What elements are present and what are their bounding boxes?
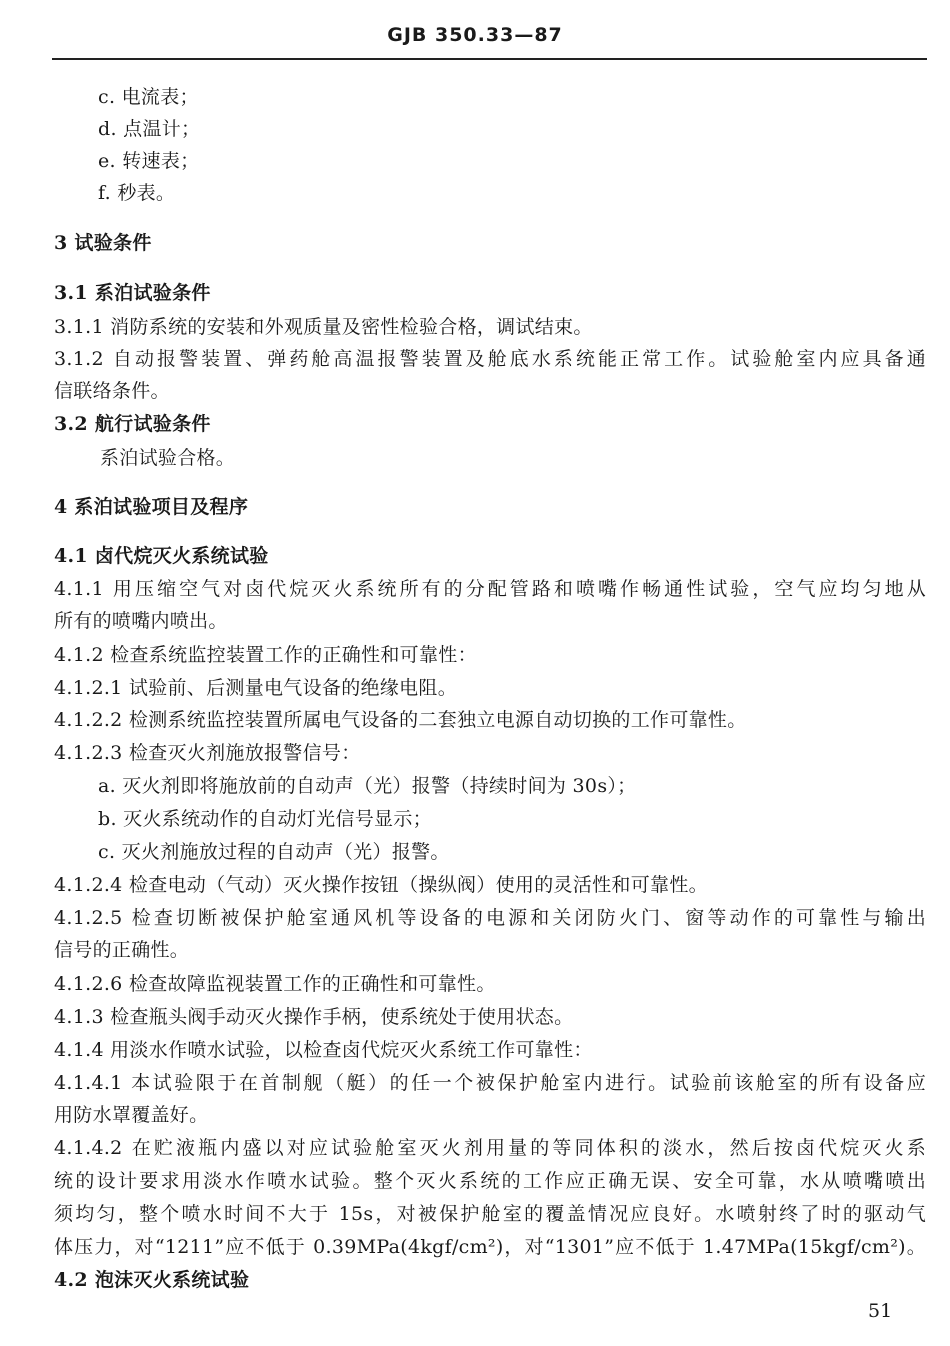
clause-4-1-4-2-cont-2: 须均匀，整个喷水时间不大于 15s，对被保护舱室的覆盖情况应良好。水喷射终了时的驱动气 [54,1203,926,1225]
section-heading-4-2: 4.2 泡沫灭火系统试验 [54,1269,250,1291]
clause-4-1-2: 4.1.2 检查系统监控装置工作的正确性和可靠性： [54,644,477,666]
section-heading-4: 4 系泊试验项目及程序 [54,496,249,518]
list-item-thermometer: d. 点温计； [98,118,201,140]
clause-3-1-2-cont: 信联络条件。 [54,380,170,402]
list-item-b: b. 灭火系统动作的自动灯光信号显示； [98,808,432,830]
clause-3-2-text: 系泊试验合格。 [100,447,236,469]
section-heading-4-1: 4.1 卤代烷灭火系统试验 [54,545,269,567]
clause-4-1-4-2-cont-1: 统的设计要求用淡水作喷水试验。整个灭火系统的工作应正确无误、安全可靠，水从喷嘴喷出 [54,1170,926,1192]
list-item-c: c. 灭火剂施放过程的自动声（光）报警。 [98,841,450,863]
clause-4-1-2-1: 4.1.2.1 试验前、后测量电气设备的绝缘电阻。 [54,677,458,699]
document-code: GJB 350.33—87 [387,24,563,46]
list-item-stopwatch: f. 秒表。 [98,182,176,204]
clause-4-1-2-6: 4.1.2.6 检查故障监视装置工作的正确性和可靠性。 [54,973,496,995]
clause-4-1-4: 4.1.4 用淡水作喷水试验，以检查卤代烷灭火系统工作可靠性： [54,1039,593,1061]
clause-4-1-4-1-cont: 用防水罩覆盖好。 [54,1104,209,1126]
clause-4-1-1-cont: 所有的喷嘴内喷出。 [54,610,228,632]
page-number: 51 [868,1300,893,1322]
clause-4-1-2-5: 4.1.2.5 检查切断被保护舱室通风机等设备的电源和关闭防火门、窗等动作的可靠性与输出 [54,907,926,929]
clause-4-1-4-2-cont-3: 体压力，对“1211”应不低于 0.39MPa(4kgf/cm²)，对“1301”应不低于 1.47MPa(15kgf/cm²)。 [54,1236,926,1258]
clause-4-1-3: 4.1.3 检查瓶头阀手动灭火操作手柄，使系统处于使用状态。 [54,1006,574,1028]
clause-4-1-2-5-cont: 信号的正确性。 [54,939,190,961]
clause-3-1-1: 3.1.1 消防系统的安装和外观质量及密性检验合格，调试结束。 [54,316,593,338]
clause-3-1-2: 3.1.2 自动报警装置、弹药舱高温报警装置及舱底水系统能正常工作。试验舱室内应具备通 [54,348,926,370]
clause-4-1-4-2: 4.1.4.2 在贮液瓶内盛以对应试验舱室灭火剂用量的等同体积的淡水，然后按卤代烷灭火系 [54,1137,926,1159]
list-item-ammeter: c. 电流表； [98,86,199,108]
clause-4-1-1: 4.1.1 用压缩空气对卤代烷灭火系统所有的分配管路和喷嘴作畅通性试验，空气应均匀地从 [54,578,926,600]
clause-4-1-4-1: 4.1.4.1 本试验限于在首制舰（艇）的任一个被保护舱室内进行。试验前该舱室的所有设备应 [54,1072,926,1094]
list-item-tachometer: e. 转速表； [98,150,200,172]
section-heading-3: 3 试验条件 [54,232,152,254]
clause-4-1-2-4: 4.1.2.4 检查电动（气动）灭火操作按钮（操纵阀）使用的灵活性和可靠性。 [54,874,708,896]
list-item-a: a. 灭火剂即将施放前的自动声（光）报警（持续时间为 30s）； [98,775,637,797]
clause-4-1-2-2: 4.1.2.2 检测系统监控装置所属电气设备的二套独立电源自动切换的工作可靠性。 [54,709,747,731]
clause-4-1-2-3: 4.1.2.3 检查灭火剂施放报警信号： [54,742,361,764]
header-rule [52,58,927,60]
section-heading-3-2: 3.2 航行试验条件 [54,413,211,435]
section-heading-3-1: 3.1 系泊试验条件 [54,282,211,304]
